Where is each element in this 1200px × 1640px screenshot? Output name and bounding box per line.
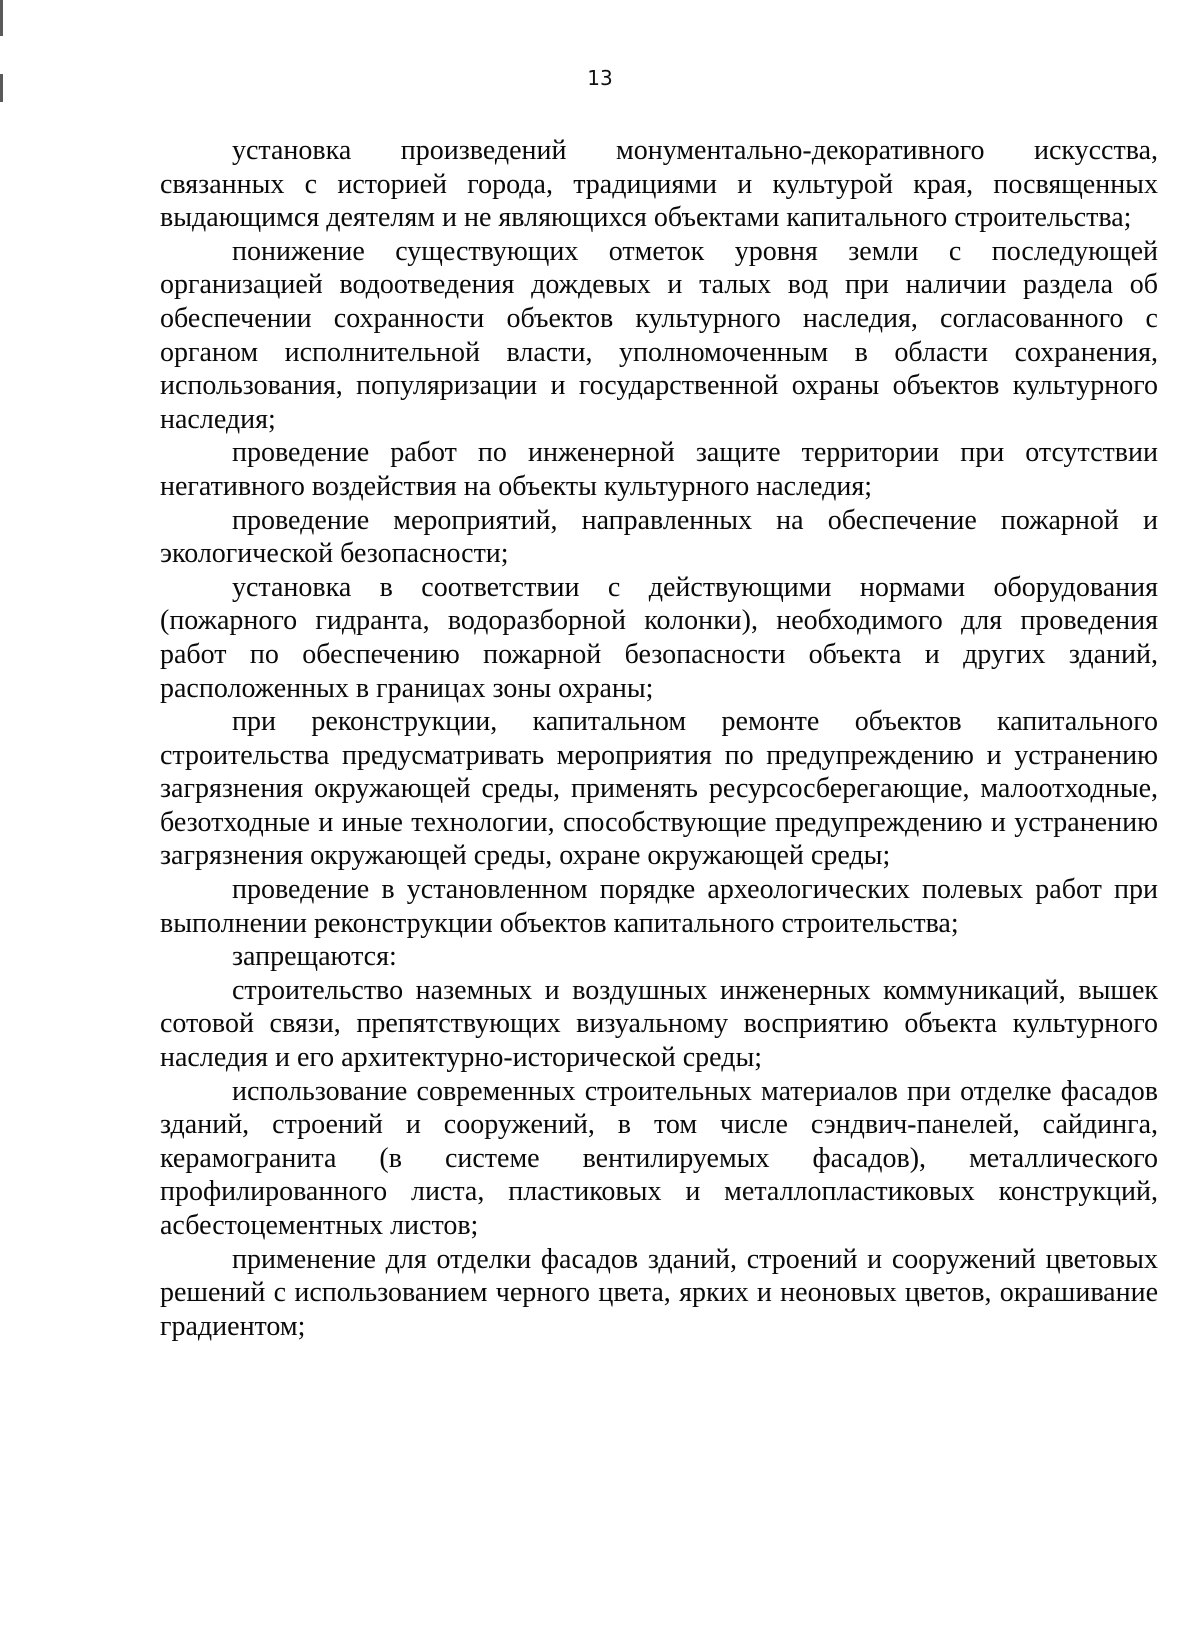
paragraph-communications-construction: строительство наземных и воздушных инженерных коммуникаций, вышек сотовой связи, препятствующих визуальному восприятию объекта культурного наследия и его архитектурно-исторической среды; bbox=[160, 974, 1158, 1074]
paragraph-fire-equipment-installation: установка в соответствии с действующими нормами оборудования (пожарного гидранта, водоразборной колонки), необходимого для проведения работ по обеспечению пожарной безопасности объекта и других зданий, расположенных в границах зоны охраны; bbox=[160, 571, 1158, 704]
paragraph-ground-level-lowering: понижение существующих отметок уровня земли с последующей организацией водоотведения дождевых и талых вод при наличии раздела об обеспечении сохранности объектов культурного наследия, согласованного с органом исполнительной власти, уполномоченным в области сохранения, использования, популяризации и государственной охраны объектов культурного наследия; bbox=[160, 235, 1158, 435]
paragraph-reconstruction-measures: при реконструкции, капитальном ремонте объектов капитального строительства предусматривать мероприятия по предупреждению и устранению загрязнения окружающей среды, применять ресурсосберегающие, малоотходные, безотходные и иные технологии, способствующие предупреждению и устранению загрязнения окружающей среды, охране окружающей среды; bbox=[160, 706, 1158, 872]
paragraph-engineering-protection: проведение работ по инженерной защите территории при отсутствии негативного воздействия на объекты культурного наследия; bbox=[160, 437, 1158, 502]
paragraph-fire-ecological-safety: проведение мероприятий, направленных на обеспечение пожарной и экологической безопасности; bbox=[160, 504, 1158, 570]
page-number: 13 bbox=[587, 66, 613, 90]
paragraph-modern-materials: использование современных строительных материалов при отделке фасадов зданий, строений и сооружений, в том числе сэндвич-панелей, сайдинга, керамогранита (в системе вентилируемых фасадов), металлического профилированного листа, пластиковых и металлопластиковых конструкций, асбестоцементных листов; bbox=[160, 1075, 1158, 1241]
paragraph-monument-installation: установка произведений монументально-декоративного искусства, связанных с историей города, традициями и культурой края, посвященных выдающимся деятелям и не являющихся объектами капитального строительства; bbox=[160, 135, 1158, 234]
document-body bbox=[160, 134, 1158, 1343]
paragraph-color-solutions: применение для отделки фасадов зданий, строений и сооружений цветовых решений с использованием черного цвета, ярких и неоновых цветов, окрашивание градиентом; bbox=[160, 1243, 1158, 1342]
scan-edge-mark bbox=[0, 0, 3, 36]
paragraph-prohibited-heading: запрещаются: bbox=[232, 941, 397, 973]
paragraph-archaeological-works: проведение в установленном порядке археологических полевых работ при выполнении реконструкции объектов капитального строительства; bbox=[160, 874, 1158, 939]
